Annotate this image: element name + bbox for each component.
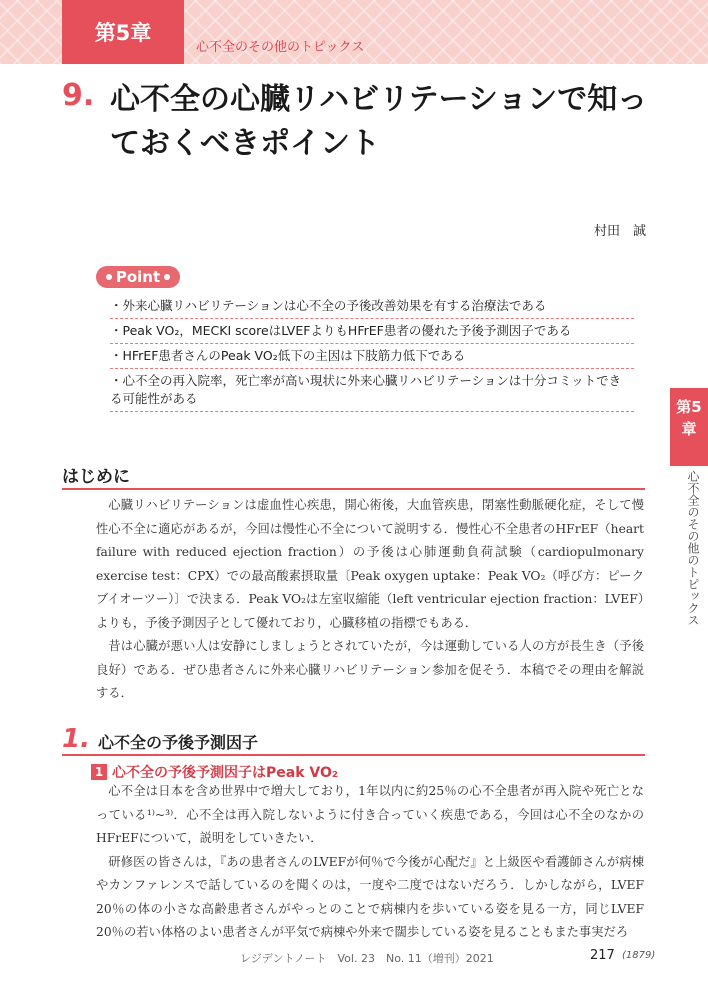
author: 村田 誠 [593, 224, 646, 239]
section-number: 1. [62, 724, 90, 754]
point-item: ・心不全の再入院率，死亡率が高い現状に外来心臓リハビリテーションは十分コミットできる可能性がある [110, 369, 634, 412]
subsection-title: 心不全の予後予測因子はPeak VO₂ [112, 765, 339, 781]
footer-journal: レジデントノート Vol. 23 No. 11（増刊）2021 [240, 952, 494, 965]
section-divider [62, 754, 645, 756]
intro-paragraph: 昔は心臓が悪い人は安静にしましょうとされていたが，今は運動している人の方が長生き（予後良好）である．ぜひ患者さんに外来心臓リハビリテーション参加を促そう．本稿でその理由を解説する． [96, 639, 644, 700]
point-badge-label: Point [115, 268, 161, 286]
subsection-number: 1 [91, 764, 107, 780]
section-body [96, 780, 644, 945]
title-number: 9. [62, 78, 95, 113]
side-chapter-tab: 第5章 [670, 388, 708, 466]
section-title: 心不全の予後予測因子 [98, 733, 259, 752]
intro-paragraph: 心臓リハビリテーションは虚血性心疾患，開心術後，大血管疾患，閉塞性動脈硬化症，そして慢性心不全に適応があるが，今回は慢性心不全について説明する．慢性心不全患者のHFrEF（heart failure with reduced ejection fraction）の予後は心肺運動負荷試験（cardiopulmonary exercise test：CPX）での最高酸素摂取量〔Peak oxygen uptake：Peak VO₂（呼び方：ピークブイオーツー）〕で決まる．Peak VO₂は左室収縮能（left ventricular ejection fraction：LVEF）よりも，予後予測因子として優れており，心臓移植の指標でもある． [96, 498, 644, 630]
section-paragraph: 研修医の皆さんは，『あの患者さんのLVEFが何％で今後が心配だ』と上級医や看護師さんが病棟やカンファレンスで話しているのを聞くのは，一度や二度ではないだろう．しかしながら，LVEF 20％の体の小さな高齢患者さんがやっとのことで病棟内を歩いている姿を見る一方，同じLVEF 20％の若い体格のよい患者さんが平気で病棟や外来で闊歩している姿を見ることもまた事実だろ [96, 854, 644, 939]
intro-body [96, 494, 644, 706]
point-item: ・外来心臓リハビリテーションは心不全の予後改善効果を有する治療法である [110, 294, 634, 319]
point-item: ・Peak VO₂，MECKI scoreはLVEFよりもHFrEF患者の優れた予後予測因子である [110, 319, 634, 344]
page-number-alt: (1879) [622, 950, 656, 961]
chapter-label: 第5章 [62, 0, 184, 64]
point-item: ・HFrEF患者さんのPeak VO₂低下の主因は下肢筋力低下である [110, 344, 634, 369]
point-badge [96, 266, 180, 288]
side-topic: 心不全のその他のトピックス [686, 470, 700, 626]
intro-heading: はじめに [62, 467, 130, 487]
page-title: 心不全の心臓リハビリテーションで知っておくべきポイント [110, 82, 648, 161]
badge-dot-icon [106, 274, 112, 280]
chapter-topic: 心不全のその他のトピックス [196, 40, 365, 55]
point-list [110, 294, 634, 412]
section-paragraph: 心不全は日本を含め世界中で増大しており，1年以内に約25％の心不全患者が再入院や死亡となっている¹⁾~³⁾．心不全は再入院しないように付き合っていく疾患である，今回は心不全のなかのHFrEFについて，説明をしていきたい． [96, 784, 644, 845]
intro-divider [62, 488, 645, 490]
page-number: 217 [590, 948, 615, 963]
badge-dot-icon [164, 274, 170, 280]
